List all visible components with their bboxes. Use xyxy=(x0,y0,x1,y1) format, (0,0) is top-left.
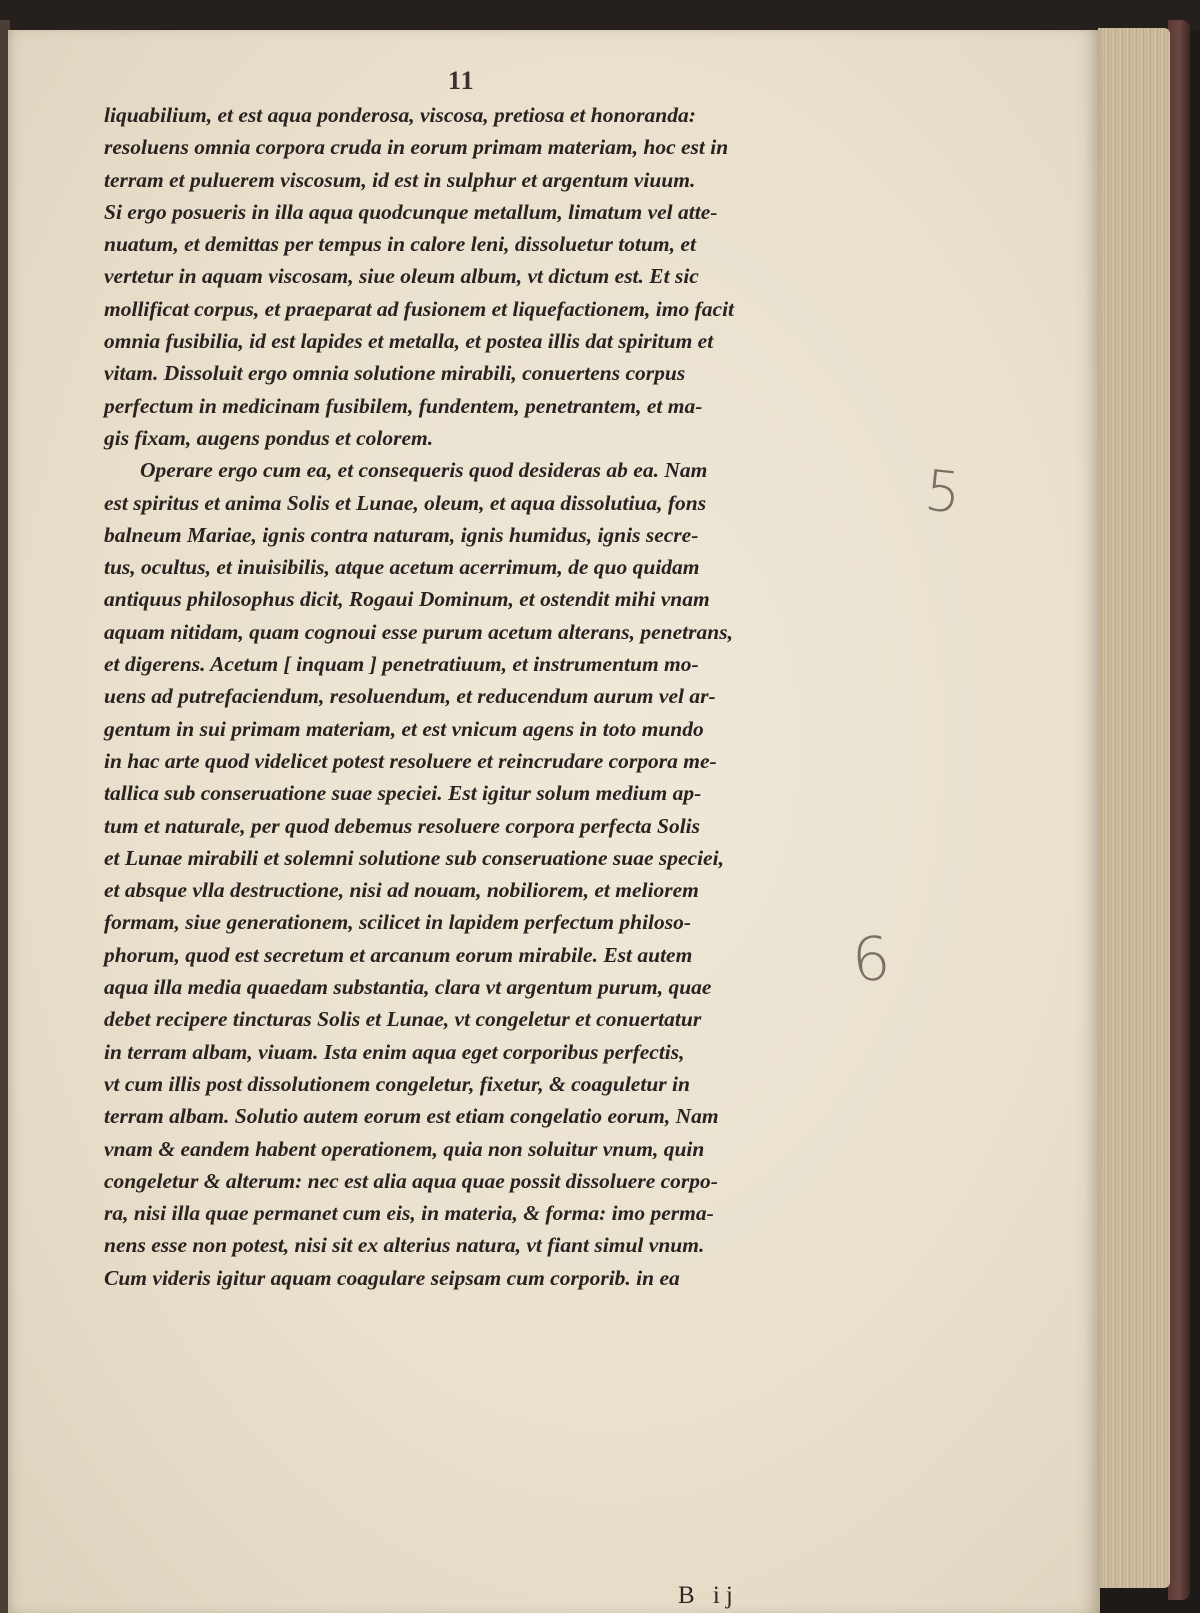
text-line xyxy=(104,874,824,906)
text-line xyxy=(104,713,824,745)
text-line-content: tum et naturale, per quod debemus resoluere corpora perfecta Solis xyxy=(104,813,701,838)
text-line xyxy=(104,1100,824,1132)
text-line-content: Operare ergo cum ea, et consequeris quod desideras ab ea. Nam xyxy=(140,458,708,483)
text-line-content: tus, ocultus, et inuisibilis, atque acetum acerrimum, de quo quidam xyxy=(104,555,700,580)
text-line-content: congeletur & alterum: nec est alia aqua quae possit dissoluere corpo- xyxy=(104,1168,718,1193)
text-line-content: terram albam. Solutio autem eorum est etiam congelatio eorum, Nam xyxy=(104,1104,719,1129)
text-line-content: et absque vlla destructione, nisi ad nouam, nobiliorem, et meliorem xyxy=(104,878,699,903)
text-line-content: est spiritus et anima Solis et Lunae, oleum, et aqua dissolutiua, fons xyxy=(104,490,707,515)
text-line xyxy=(104,777,824,809)
text-line-content: nuatum, et demittas per tempus in calore leni, dissoluetur totum, et xyxy=(104,232,696,257)
text-line xyxy=(104,583,824,615)
text-line xyxy=(104,454,824,486)
text-line-content: perfectum in medicinam fusibilem, fundentem, penetrantem, et ma- xyxy=(104,393,703,418)
page-block-edges xyxy=(1098,28,1170,1588)
text-line-content: tallica sub conseruatione suae speciei. Est igitur solum medium ap- xyxy=(104,781,702,806)
text-line xyxy=(104,680,824,712)
text-line xyxy=(104,228,824,260)
text-line-content: formam, siue generationem, scilicet in lapidem perfectum philoso- xyxy=(104,910,692,935)
text-line xyxy=(104,293,824,325)
text-line-content: omnia fusibilia, id est lapides et metalla, et postea illis dat spiritum et xyxy=(104,329,714,354)
text-line-content: antiquus philosophus dicit, Rogaui Dominum, et ostendit mihi vnam xyxy=(104,587,710,612)
text-line xyxy=(104,390,824,422)
text-line-content: uens ad putrefaciendum, resoluendum, et reducendum aurum vel ar- xyxy=(104,684,716,709)
text-line-content: debet recipere tincturas Solis et Lunae, vt congeletur et conuertatur xyxy=(104,1007,702,1032)
text-line-content: Cum videris igitur aquam coagulare seipsam cum corporib. in ea xyxy=(104,1265,680,1290)
text-line-content: aqua illa media quaedam substantia, clara vt argentum purum, quae xyxy=(104,975,712,1000)
text-line xyxy=(104,131,824,163)
text-line xyxy=(104,260,824,292)
margin-note-5: 5 xyxy=(921,458,964,527)
text-line-content: vnam & eandem habent operationem, quia non soluitur vnum, quin xyxy=(104,1136,705,1161)
text-line xyxy=(104,1197,824,1229)
book-cover-edge xyxy=(1168,20,1190,1600)
text-line-content: liquabilium, et est aqua ponderosa, viscosa, pretiosa et honoranda: xyxy=(104,103,696,127)
text-line xyxy=(104,551,824,583)
top-background-strip xyxy=(0,0,1200,30)
text-line xyxy=(104,1036,824,1068)
text-line xyxy=(104,519,824,551)
body-text xyxy=(104,99,824,1294)
text-line-content: ra, nisi illa quae permanet cum eis, in materia, & forma: imo perma- xyxy=(104,1201,714,1226)
text-line xyxy=(104,1229,824,1261)
text-line xyxy=(104,422,824,454)
text-line-content: Si ergo posueris in illa aqua quodcunque metallum, limatum vel atte- xyxy=(104,199,718,224)
text-line xyxy=(104,616,824,648)
text-line-content: nens esse non potest, nisi sit ex alterius natura, vt fiant simul vnum. xyxy=(104,1233,705,1258)
text-line-content: et Lunae mirabili et solemni solutione sub conseruatione suae speciei, xyxy=(104,845,724,870)
text-line xyxy=(104,810,824,842)
text-line-content: terram et puluerem viscosum, id est in sulphur et argentum viuum. xyxy=(104,167,696,192)
text-line-content: vitam. Dissoluit ergo omnia solutione mirabili, conuertens corpus xyxy=(104,361,686,386)
text-line xyxy=(104,971,824,1003)
text-line xyxy=(104,1003,824,1035)
text-line-content: resoluens omnia corpora cruda in eorum primam materiam, hoc est in xyxy=(104,135,729,160)
text-line xyxy=(104,164,824,196)
text-line-content: vertetur in aquam viscosam, siue oleum album, vt dictum est. Et sic xyxy=(104,264,699,289)
text-line-content: vt cum illis post dissolutionem congeletur, fixetur, & coaguletur in xyxy=(104,1071,690,1096)
text-line xyxy=(104,1262,824,1294)
text-line xyxy=(104,1133,824,1165)
text-line-content: mollificat corpus, et praeparat ad fusionem et liquefactionem, imo facit xyxy=(104,296,735,321)
text-line xyxy=(104,1165,824,1197)
text-line-content: in hac arte quod videlicet potest resoluere et reincrudare corpora me- xyxy=(104,748,717,773)
text-line-content: et digerens. Acetum [ inquam ] penetratiuum, et instrumentum mo- xyxy=(104,652,699,677)
text-line xyxy=(104,842,824,874)
text-line xyxy=(104,1068,824,1100)
text-line-content: balneum Mariae, ignis contra naturam, ignis humidus, ignis secre- xyxy=(104,522,699,547)
margin-note-6: 6 xyxy=(849,923,893,997)
text-line xyxy=(104,99,824,131)
text-line-content: gentum in sui primam materiam, et est vnicum agens in toto mundo xyxy=(104,716,704,741)
text-line-content: phorum, quod est secretum et arcanum eorum mirabile. Est autem xyxy=(104,942,693,967)
text-line-content: aquam nitidam, quam cognoui esse purum acetum alterans, penetrans, xyxy=(104,619,733,644)
text-line xyxy=(104,939,824,971)
text-line xyxy=(104,357,824,389)
text-line xyxy=(104,648,824,680)
text-line-content: in terram albam, viuam. Ista enim aqua eget corporibus perfectis, xyxy=(104,1039,685,1064)
text-line xyxy=(104,196,824,228)
text-line xyxy=(104,325,824,357)
text-line xyxy=(104,487,824,519)
page-number: 11 xyxy=(448,66,475,95)
signature-mark: B ij xyxy=(678,1582,739,1609)
text-line-content: gis fixam, augens pondus et colorem. xyxy=(104,425,434,450)
text-line xyxy=(104,906,824,938)
text-line xyxy=(104,745,824,777)
